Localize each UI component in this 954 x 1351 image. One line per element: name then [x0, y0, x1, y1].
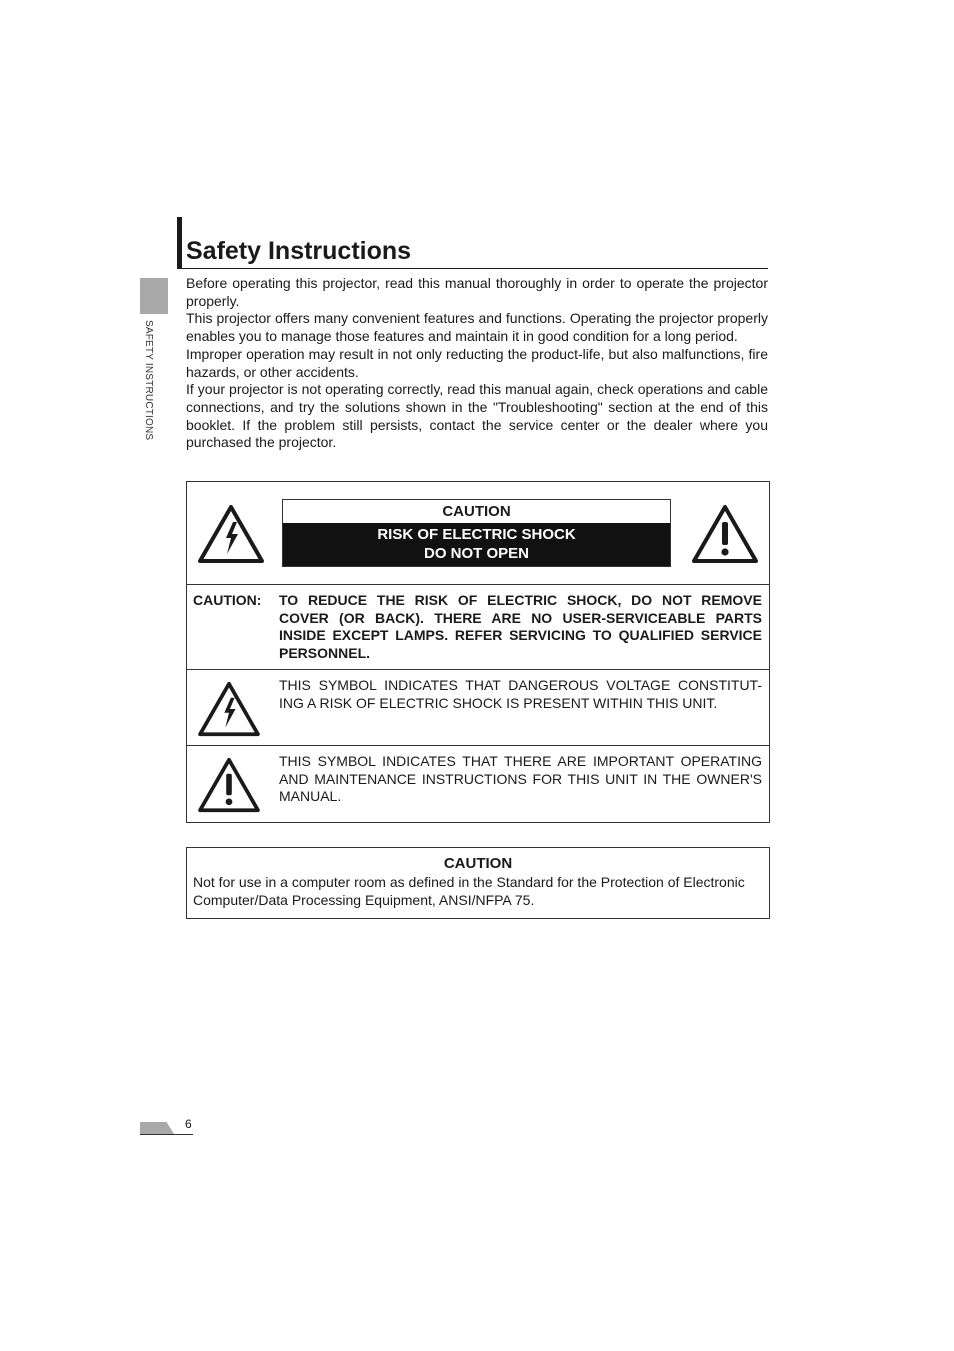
intro-paragraph: Improper operation may result in not only reducting the product-life, but also malfunctions, fire hazards, or other accidents.: [186, 345, 768, 380]
caution-label-text: CAUTION:: [193, 592, 262, 608]
caution-box-title: CAUTION: [443, 855, 513, 872]
caution-label: [282, 499, 671, 567]
page-title: Safety Instructions: [186, 237, 412, 265]
side-section-tab: [140, 278, 168, 314]
do-not-open-line: DO NOT OPEN: [423, 545, 529, 562]
intro-paragraph: This projector offers many convenient features and functions. Operating the projector properly enables you to manage those features and maintain it in good condition for a long period.: [186, 310, 768, 345]
exclamation-warning-icon: [197, 757, 261, 813]
exclamation-symbol-row: [187, 745, 769, 823]
intro-paragraph: If your projector is not operating correctly, read this manual again, check operations and cable connections, and try the solutions shown in the "Troubleshooting" section at the end of this booklet. If the problem still persists, contact the service center or the dealer where you purchased the projector.: [186, 381, 768, 451]
title-underline: [182, 268, 768, 269]
caution-box-text: Not for use in a computer room as defined in the Standard for the Protection of Electronic Computer/Data Processing Equipment, ANSI/NFPA 75.: [193, 874, 745, 908]
electric-shock-warning-box: [186, 481, 770, 823]
risk-line: RISK OF ELECTRIC SHOCK: [377, 526, 576, 543]
voltage-symbol-description: THIS SYMBOL INDICATES THAT DANGEROUS VOLTAGE CONSTITUT-ING A RISK OF ELECTRIC SHOCK IS PRESENT WITHIN THIS UNIT.: [279, 677, 762, 711]
voltage-symbol-row: [187, 669, 769, 746]
intro-paragraph: Before operating this projector, read this manual thoroughly in order to operate the projector properly.: [186, 275, 768, 309]
caution-heading: CAUTION: [442, 503, 511, 520]
exclamation-warning-icon: [691, 504, 759, 564]
footer-rule: [140, 1134, 193, 1135]
title-accent-bar: [177, 217, 182, 269]
caution-label-row: [187, 482, 769, 584]
lightning-warning-icon: [197, 681, 261, 737]
caution-text-row: [187, 584, 769, 670]
footer-tab: [140, 1122, 174, 1134]
side-section-label: SAFETY INSTRUCTIONS: [143, 320, 154, 441]
intro-text: [186, 275, 768, 452]
caution-instruction: TO REDUCE THE RISK OF ELECTRIC SHOCK, DO NOT REMOVE COVER (OR BACK). THERE ARE NO USER-SERVICEABLE PARTS INSIDE EXCEPT LAMPS. REFER SERVICING TO QUALIFIED SERVICE PERSONNEL.: [279, 592, 762, 662]
risk-of-shock-band: [283, 523, 670, 566]
computer-room-caution-box: [186, 847, 770, 919]
page-number: 6: [185, 1117, 192, 1131]
exclamation-symbol-description: THIS SYMBOL INDICATES THAT THERE ARE IMPORTANT OPERATING AND MAINTENANCE INSTRUCTIONS FOR THIS UNIT IN THE OWNER'S MANUAL.: [279, 753, 762, 805]
lightning-warning-icon: [197, 504, 265, 564]
